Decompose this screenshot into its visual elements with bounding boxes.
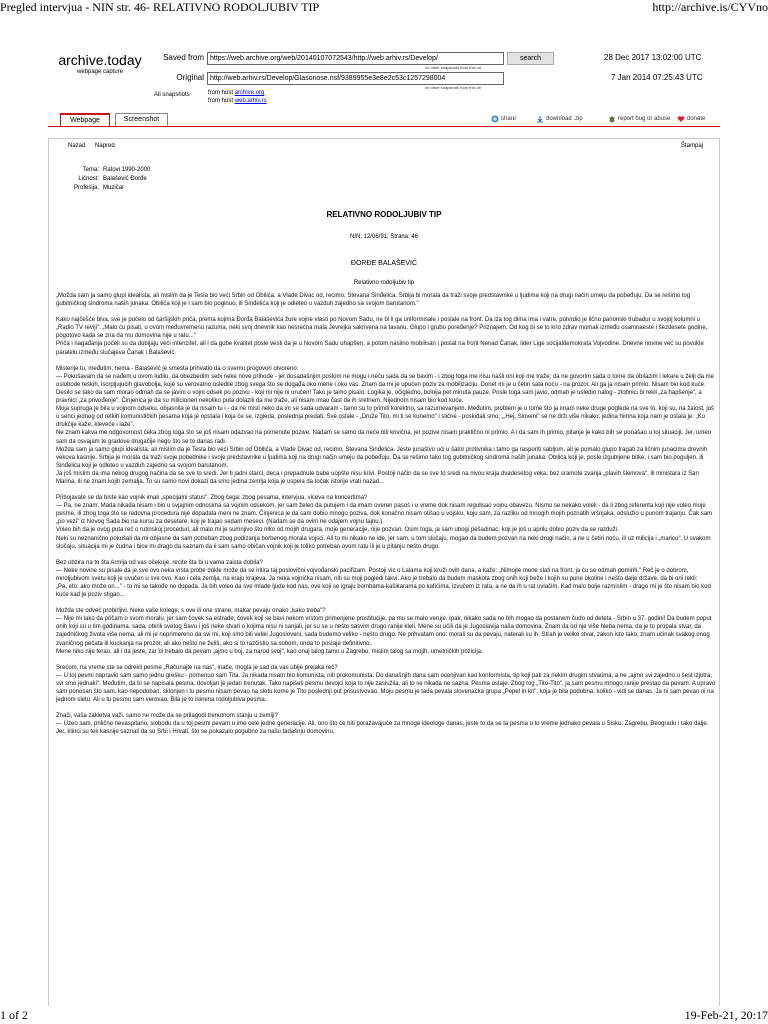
all-snapshots-label: All snapshots	[154, 92, 190, 98]
nav-back-link[interactable]: Nazad	[68, 143, 86, 149]
article-paragraph: Znači, vaša zakletva važi. samo ne može da se prilagodi trenutnom stanju u zemlji? — Uzeo sam, prilično nevaspitano, slobodu da u toj pesmi pevam u ime cele jedne generacije. Ali, ono što će biti poražavajuće za mnoge ideologe danas, jeste to da se ta pesma u to vreme jednako pevala u Sisku, Zagrebu, Beogradu i tako dalje. Jer, klinci su tek kasnije saznali da su Srbi i Hrvati, što se pokazalo pogubno za našu tadašnju domovinu.	[56, 713, 709, 736]
meta-key: Ličnost:	[78, 176, 99, 182]
saved-from-input[interactable]: https://web.archive.org/web/20140107072543/http://web.arhiv.rs/Develop/	[207, 52, 504, 65]
report-label: report bug or abuse	[618, 116, 671, 122]
meta-key: Profesija:	[73, 185, 99, 191]
meta-key: Tema:	[82, 167, 99, 173]
meta-value: Balašević Đorđe	[103, 176, 147, 182]
heart-icon	[677, 115, 685, 123]
article-paragraph: Bez obzira na to šta Armija od vas očekuje, recite šta bi u vama zaista dobila? — Neke novine su pisale da je sve ovo neka vrsta probe dokle može da se iritira taj poslovični vojvođanski pacifizam. Postoji vic o Lalama koji kruži ovih dana, a kaže: „Nimojte mene slati na front, ja ću se odmah pomiriti." Reč je o dobrom, miroljubivom svetu koji je uvučen u sve ovo. Kao i cela zemlja, na kraju krajeva. Ja neka vojnička nisam, niti su moji pogledi takvi. Ako je trebalo da budem maskota zbog onih koji beže i kojih su pune okoline i nešto dalje države, da bi oni rekli: „Pa, eto, ako može on..." - to mi se takođe ne dopada. Ja bih voleo da sve mlade ljude kod nas, ove koji se igraju bombama-kašikarama po kafićima, izvučem iz rata, a ne da ih u rat uvlačim. Kad malo bolje razmislim - drago mi je što nisam bio kod kuće kad je poziv stigao...	[56, 559, 711, 599]
article-paragraph: Kako najčešće biva, sve je počelo od čaršijskih priča, prema kojima Đorđa Balaševića žure vojne vlasti po Novom Sadu, ne bi li ga uniformisale i poslale na front. Da iza tog dima ima i vatre, potvrdio je lično panonski trubadur u svojoj kolumni u „Radio TV reviji": „Malo ću pisati, u ovom međuvremenu razuma, neki svoj dnevnik kao nesrećna mala Jevrejka sakrivena na tavanu. Glupo i grubo poređenje? Priznajem. Od kog bi se to krio zdrav momak između osamnaeste i šezdesete godine, pogotovo kada se zna da mu domovina nije u ratu..."	[56, 317, 708, 340]
tab-divider	[48, 126, 720, 127]
original-label: Original	[176, 73, 204, 82]
download-label: download .zip	[546, 116, 583, 122]
tab-webpage[interactable]: Webpage	[60, 113, 110, 127]
share-icon	[491, 115, 499, 123]
download-action[interactable]	[536, 115, 583, 123]
report-action[interactable]	[608, 115, 670, 123]
article-author: ĐORĐE BALAŠEVIĆ	[350, 260, 418, 267]
meta-row	[55, 166, 215, 175]
original-note: no other snapshots from this url	[425, 85, 482, 90]
meta-row	[55, 175, 215, 184]
article-meta	[55, 166, 215, 193]
nav-forward-link[interactable]: Napred	[95, 143, 115, 149]
archive-tagline: webpage capture	[76, 69, 124, 75]
print-header-url: http://archive.is/CYVno	[652, 0, 768, 14]
archive-logo[interactable]	[50, 52, 150, 76]
archive-logo-text: archive.today	[58, 52, 142, 68]
print-link[interactable]: Štampaj	[681, 143, 704, 149]
article-paragraph: Možda ste odveć probirljivi. Neke vaše kolege, s ove ili one strane, makar pevaju onako „kako treba"? — Nije mi lako da pričam o svom moralu, jer sam čovek sa estrade, čovek koji se bavi nekom vrstom primenjene prostitucije, pa mu se malo veruje. Ipak, nikako sada ne bih mogao da postanem čudo od deteta - Srbin u 37. godini! Da budem poput onih koji su u tim godinama, sada, otkrili svetog Savu i još neke stvari o kojima nisu ni sanjali, jer su se u nešto sasvim drugo ranije kleli. Mene su učili da je Jugoslavija naša domovina. Znam da od nje više hleba nema, da je to propala stvar, da zajedničkog života više nema, ali mi je neprimereno da svi mi, koji smo bili veliki Jugosloveni, sada budemo veliko - nešto drugo. Ne prihvatam ono: morali su da pevaju, naterali su ih. Strah je veliko stvar, zakon isto tako, znam učinak svakog onog zvaničnog pečata ili kuckanja na prozor, ali ako nešto ne želiš, ako si to razčistio sa sobom, onda to postaje definitivno. Mene niko nije terao, ali i da jeste, zar bi trebalo da pevam „ajmo u boj, za narod svoj", kao onaj talog tamo u Zagrebu; mislim talog sa mojih, umetničkih pozicija.	[56, 608, 712, 655]
article-title: RELATIVNO RODOLJUBIV TIP	[326, 210, 442, 219]
share-action[interactable]	[491, 115, 516, 123]
article-paragraph: Priča i nagađanja počeli su da dobijaju veći intenzitet, ali i da gube kvalitet posle vesti da je u Novom Sadu uhapšen, a potom nasilno mobilisan i poslat na front Nenad Čanak, lider Lige socijaldemokrata Vojvodine. Dnevne novine već su povukle paralelu između slučajeva Čanak i Balašević.	[56, 341, 704, 356]
host-link-web-arhiv-rs[interactable]: web.arhiv.rs	[234, 98, 267, 104]
article-body	[56, 292, 716, 737]
bug-icon	[608, 115, 616, 123]
donate-action[interactable]	[677, 115, 705, 123]
saved-date: 28 Dec 2017 13:02:00 UTC	[604, 53, 702, 62]
from-host-text: from host	[208, 98, 234, 104]
meta-value: Ratovi 1990-2000	[103, 167, 151, 173]
article-paragraph: Srećom, na vreme ste se odrekli pesme „Računajte na nas", inače, mogla je sad da vas ubije prejaka reč? — U toj pesmi napravio sam samo jednu grešku - pomenuo sam Tita. Ja nikada nisam bio komunista, niti prokomunista. Do današnjih dana sam ocenjivan kao konformista, tip koji pati za nekim drugim stvarima, a ne „ajmo svi zajedno u šest izjutra, svi smo jednaki". Međutim, da bi se napisala pesma, dovoljan je jedan trenutak. Tako napišeš pesmu devojci koja to nije zaslužila, ali to se nikada ne sazna. Pesma ostaje. Zbog tog „Tito-Tito", ja sam pesmu mnogo ranije prestao da pevam. A upravo sam ponosan što sam, kao nepodoban, sklonjen i tu pesmu nisam pevao na sletu kome je Tito poslednji put prisustvovao. Moju pesmu je tada pevala slovenačka grupa „Pepel in kri", koja je bila podobna; koliko - vidi se danas. Ja ni sam pevao ni na jednom sletu. Ali u tu pesmu sam verovao. Bila je to iskrena rodoljubiva pesma.	[56, 664, 716, 704]
saved-from-label: Saved from	[163, 53, 204, 62]
search-button[interactable]: search	[507, 52, 554, 65]
article-paragraph: „Možda sam ja samo glupi idealista, ali mislim da je Tesla bio veći Srbin od Obilića, a Vlade Divac od, recimo, Stevana Sinđelića. Srbija bi morala da traži svoje predstavnike u ljudima koji na drugi način umeju da pobeđuju. Da se rešimo tog gubitničkog sindroma naših junaka: Obilića koji je i sam bio poginuo, ili Sinđelića koji je odleteo u vazduh zajedno sa svojom barutanom."	[56, 293, 691, 308]
download-icon	[536, 115, 544, 123]
original-date: 7 Jan 2014 07:25:43 UTC	[611, 73, 703, 82]
donate-label: donate	[687, 116, 706, 122]
host-link-archive-org[interactable]: archive.org	[234, 90, 265, 96]
meta-row	[55, 184, 215, 193]
tab-screenshot[interactable]: Screenshot	[115, 113, 168, 127]
from-host-text: from host	[208, 90, 234, 96]
print-footer-date: 19-Feb-21, 20:17	[684, 1008, 768, 1022]
original-url-input[interactable]: http://web.arhiv.rs/Develop/Glasonose.nsf/9389955e3e8e2c53c1257298004	[207, 72, 504, 85]
snapshots-host-archive	[208, 90, 264, 97]
article-source: NIN, 12/06/91; Strana: 46	[349, 234, 419, 240]
print-footer-page: 1 of 2	[0, 1008, 28, 1022]
meta-value: Muzičar	[103, 185, 125, 191]
share-label: share	[501, 116, 517, 122]
snapshots-host-arhiv	[208, 98, 267, 105]
article-subtitle: Relativno rodoljubiv tip	[353, 280, 415, 286]
print-header-title: Pregled intervjua - NIN str. 46- RELATIVNO RODOLJUBIV TIP	[0, 0, 320, 14]
saved-from-note: no other snapshots from this url	[425, 65, 482, 70]
article-paragraph: Pribojavate se da biste kao vojnik imali „specijalni status". Zbog čega: zbog pesama, intervjua, viceva na koncertima? — Pa, ne znam. Mada nikada nisam i bio u svjajnim odnosima sa vojnim odsekom, jer sam želeo da putujem i da imam overen pasoš i u vreme dok nisam regulisao vojnu obavezu. Nismo se nekako voleli - da li zbog referenta koji nije voleo moje pesme, ili zbog toga što se redovna procedura nije dopadala meni ne znam. Činjenica je da sam dobio mnogo poziva, dok konačno nisam otišao u vojsku, koju sam, za razliku od mnogih mojih poznatih vršnjaka, odslužio u punom trajanju. Čak sam „po vezi" iz Novog Sada bio na kursu za desetare, koji je trajao sedam meseci. (Nadam se da ovim ne odajem vojnu tajnu.) Voleo bih da je ovog puta reč o rutinskoj proceduri, ali malo mi je sumnjivo što niko od mojih drugara, moje generacije, nije pozvan. Osim toga, ja sam ubogi pešadinac, koji je još u aprilu dobio poziv da se razduži. Neki su neznanićno pokušali da mi objasne da sam potreban zbog podizanja borbenog morala vojsci. Ali to mi nikako ne ide, jer sam, u tom slučaju, mogao da budem pozvan na neki drugi način, a ne u četiri noću, ili uz milicija i „maricu". U svakom slučaju, situacija mi je čudna i bice mi drago da saznam da ii sam samo običan vojnik koji je toliko potreban ovom ratu ili je u pitanju nešto drugo.	[56, 495, 713, 550]
article-paragraph: Misterije tu, međutim, nema - Balašević je smesta prihvatio da o svemu progovori otvoreno: — Pokušavam da se nađem u ovom ludilu, da obezbedim sebi neke nove prihode - jer dosadašnjim poslom ne mogu i neću sada da se bavim - i zbog toga me nisu našli oni koji me traže; da ne govorim sada o tome da obilazim i lekare u želji da me oslobode teških, iscrpljujućih glavobolja, koje su verovatno usledile zbog svega što se događa oko mene i oko vas. Znam da mi je upućen poziv za mobilizaciju. Donet mi je u četiri sata noću - na prozor. Ali ga ja nisam primio. Nisam bio kod kuće. Desilo se tako da sam morao odmah da se javim u vojni odsek po pozivu - koji mi nije ni uručen! Tako je tamo pisalo. Logika je, očigledno, bolnija pet minuta pauze. Posle toga sam javio, odmah je usledio nalog - zlobnici bi rekli „za hapšenje", a pravnici „za privođenje". Činjenica je da su milicioneri nekoliko puta dolazili da me traže, ali nisam imao čast da ih sretnem. Nijednom nisam bio kod kuće. Moja supruga je bila u vojnom odseku, objasnila je da nisam tu i - da ne misli neko da im se sada udvaram - tamo su to primili korektno, sa razumevanjem. Međutim, problem je u tome što ja imam neke druge poglede na sve to, koji su, na žalost, još u senci jednog od retkih komunističkih pesama koja je opstala i koja će se, izgleda, poslednja predati. Sve ostale - „Druže Tito, mi ti se kunemo" i slične - poskidali smo; „,Hej, Sloveni" se ne drži više nikako; jedina himna koja nam je ostala je: „Ko drukčije kaže, kleveće i laže". Ne znam kakva me odgovornost čeka zbog toga što se još nisam odazvao na pomenute pozive. Nadam se samo da neće biti krivična, jer pozive nisam praktično ni primio. A i da sam ih primio, pitanje je kako bih se ponašao u toj situaciji. Jer, umeo sam da osvajam te gradove drugačije nego što se to danas radi. Možda sam ja samo glupi idealista, ali mislim da je Tesla bio veći Srbin od Obilića, a Vlade Divac od, recimo, Stevana Sinđelića. Jeste junaštvo ući u šator protivnika i tamo ga rasporiti sabljom, ali je pomalo glupo tragati za ličnim junacima drevnih vekova kasnije. Srbija je morala da traži svoje pobednike i svoje predstavnike u ljudima koji na drugi način umeju da pobeđuju. Da se rešimo tako tog gubitničkog sindroma naših junaka: Obilića koji je, posle izgubljene bitke, i sam bio poguljen, ili Sinđelića koji je odleteo u vazduh zajedno sa svojom barutanom. Ja još mislim da ima nekog drugog načina da se sve to sredi. Jer ti jadni starci, deca i prepadnute babe uopšte nisu krivi. Postoji način da se sve to sredi na nivou kraja dvadesetog veka, bez sramote zvanja „plavih šlemova", ili ministara iz San Marina, ili ne znam kojih zemalja. To su samo novi dokazi da smo jedina zemlja koja je uspela da točak istorije vrati nazad...	[56, 365, 715, 485]
